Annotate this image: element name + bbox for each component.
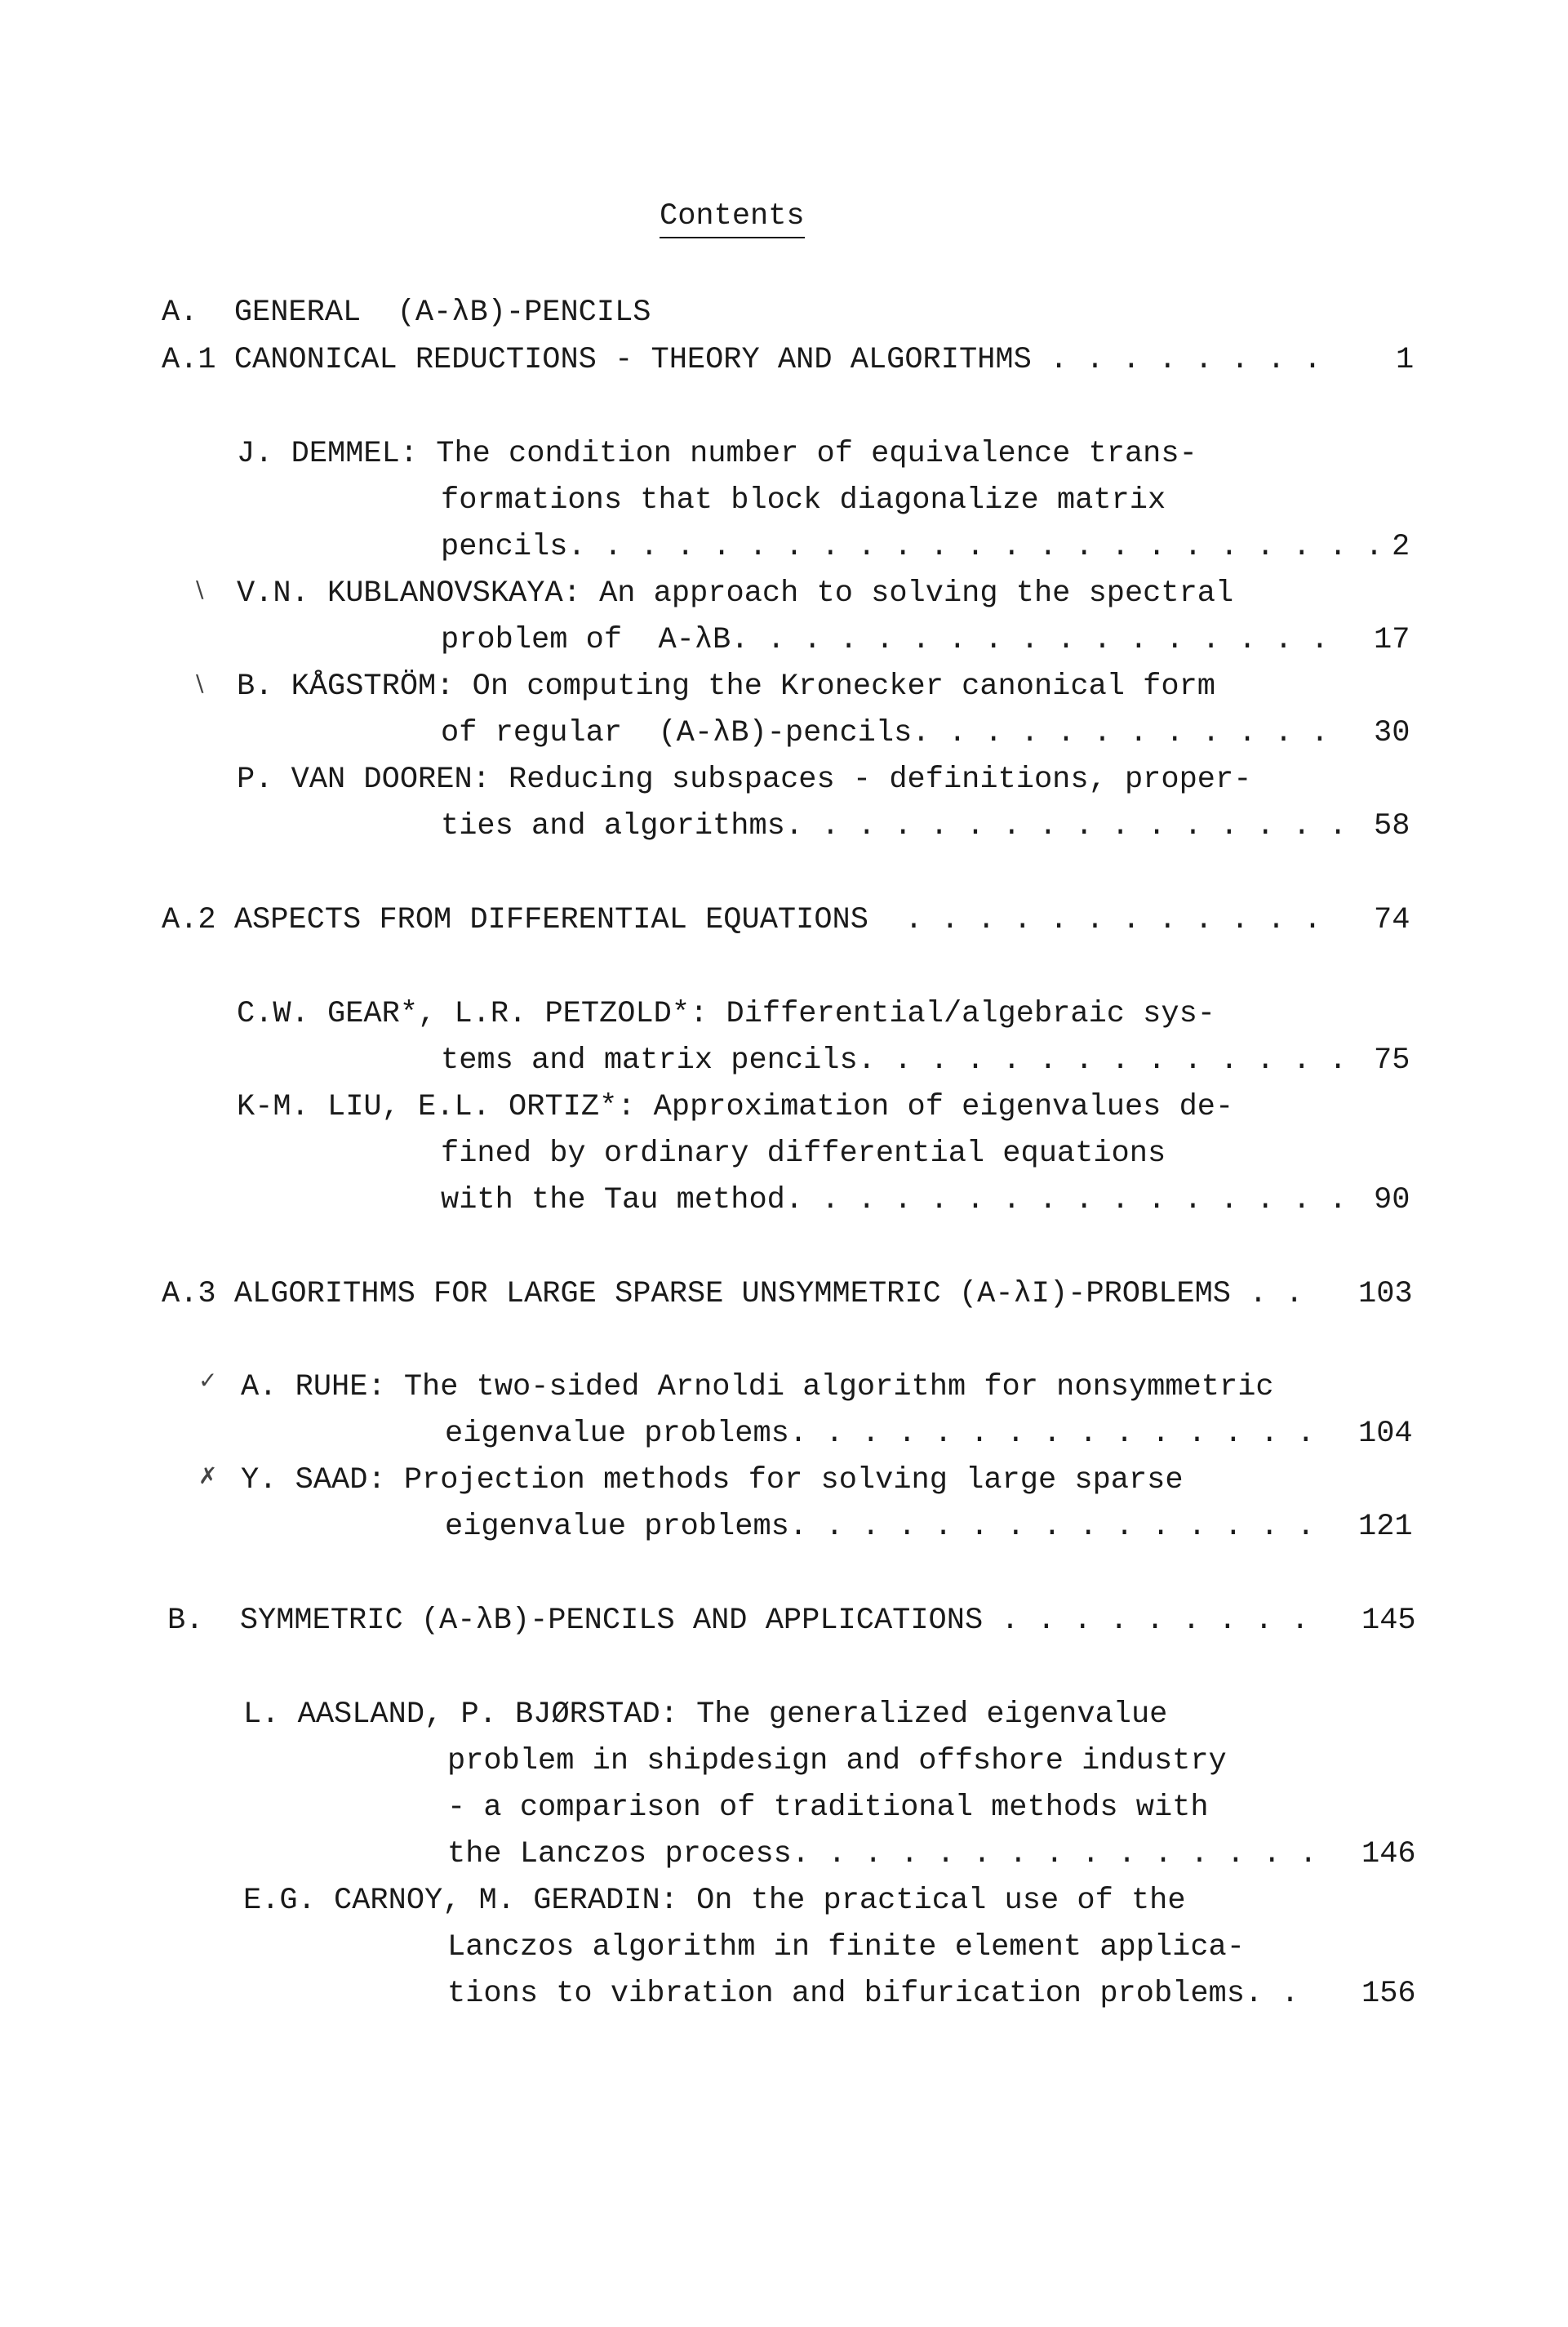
entry-liu-line1: K-M. LIU, E.L. ORTIZ*: Approximation of eigenvalues de- (237, 1090, 1234, 1124)
section-a1-page: 1 (1396, 343, 1415, 377)
entry-gear-page: 75 (1374, 1043, 1410, 1078)
section-a3-heading: A.3 ALGORITHMS FOR LARGE SPARSE UNSYMMETRIC (A-λI)-PROBLEMS . . (162, 1277, 1304, 1311)
entry-carnoy-page: 156 (1361, 1977, 1416, 2011)
margin-mark: \ (196, 576, 204, 603)
part-b-heading: B. SYMMETRIC (A-λB)-PENCILS AND APPLICATIONS . . . . . . . . . (167, 1604, 1309, 1638)
entry-carnoy-line2: Lanczos algorithm in finite element applica- (447, 1930, 1245, 1964)
entry-vandooren-line2: ties and algorithms. . . . . . . . . . . . . . . . (441, 809, 1348, 843)
entry-saad-line1: Y. SAAD: Projection methods for solving large sparse (241, 1463, 1184, 1497)
part-b-page: 145 (1361, 1604, 1416, 1638)
entry-gear-line1: C.W. GEAR*, L.R. PETZOLD*: Differential/algebraic sys- (237, 997, 1215, 1031)
section-a2-heading: A.2 ASPECTS FROM DIFFERENTIAL EQUATIONS . . . . . . . . . . . . (162, 903, 1322, 937)
entry-ruhe-line1: A. RUHE: The two-sided Arnoldi algorithm for nonsymmetric (241, 1370, 1274, 1404)
margin-mark: \ (196, 670, 204, 696)
section-a1-heading: A.1 CANONICAL REDUCTIONS - THEORY AND ALGORITHMS . . . . . . . . (162, 343, 1322, 377)
entry-saad-page: 121 (1358, 1510, 1413, 1544)
entry-kagstrom-line1: B. KÅGSTRÖM: On computing the Kronecker canonical form (237, 670, 1215, 704)
section-a3-page: 103 (1358, 1277, 1413, 1311)
entry-kublanovskaya-line2: problem of A-λB. . . . . . . . . . . . . . . . . (441, 623, 1329, 657)
entry-aasland-line4: the Lanczos process. . . . . . . . . . . . . . . (447, 1837, 1317, 1871)
entry-demmel-line2: formations that block diagonalize matrix (441, 483, 1166, 518)
entry-kublanovskaya-line1: V.N. KUBLANOVSKAYA: An approach to solving the spectral (237, 576, 1234, 611)
entry-kagstrom-line2: of regular (A-λB)-pencils. . . . . . . . . . . . (441, 716, 1329, 750)
margin-mark: ✗ (198, 1462, 218, 1489)
entry-carnoy-line1: E.G. CARNOY, M. GERADIN: On the practical use of the (243, 1884, 1186, 1918)
entry-kagstrom-page: 30 (1374, 716, 1410, 750)
entry-vandooren-page: 58 (1374, 809, 1410, 843)
entry-saad-line2: eigenvalue problems. . . . . . . . . . . . . . . (445, 1510, 1315, 1544)
entry-liu-page: 90 (1374, 1183, 1410, 1217)
entry-ruhe-page: 104 (1358, 1417, 1413, 1451)
part-a-heading: A. GENERAL (A-λB)-PENCILS (162, 296, 651, 330)
entry-demmel-page: 2 (1392, 530, 1410, 564)
entry-aasland-line3: - a comparison of traditional methods with (447, 1791, 1209, 1825)
entry-demmel-line3: pencils. . . . . . . . . . . . . . . . . . . . . . . (441, 530, 1384, 564)
entry-demmel-line1: J. DEMMEL: The condition number of equivalence trans- (237, 437, 1197, 471)
entry-carnoy-line3: tions to vibration and bifurication problems. . (447, 1977, 1299, 2011)
section-a2-page: 74 (1374, 903, 1410, 937)
entry-kublanovskaya-page: 17 (1374, 623, 1410, 657)
entry-ruhe-line2: eigenvalue problems. . . . . . . . . . . . . . . (445, 1417, 1315, 1451)
entry-gear-line2: tems and matrix pencils. . . . . . . . . . . . . . (441, 1043, 1348, 1078)
entry-aasland-line1: L. AASLAND, P. BJØRSTAD: The generalized eigenvalue (243, 1697, 1168, 1732)
page-title: Contents (660, 198, 805, 238)
margin-mark: ✓ (198, 1367, 218, 1394)
entry-liu-line3: with the Tau method. . . . . . . . . . . . . . . . (441, 1183, 1348, 1217)
entry-vandooren-line1: P. VAN DOOREN: Reducing subspaces - definitions, proper- (237, 763, 1252, 797)
entry-aasland-line2: problem in shipdesign and offshore industry (447, 1744, 1227, 1778)
entry-liu-line2: fined by ordinary differential equations (441, 1137, 1166, 1171)
entry-aasland-page: 146 (1361, 1837, 1416, 1871)
